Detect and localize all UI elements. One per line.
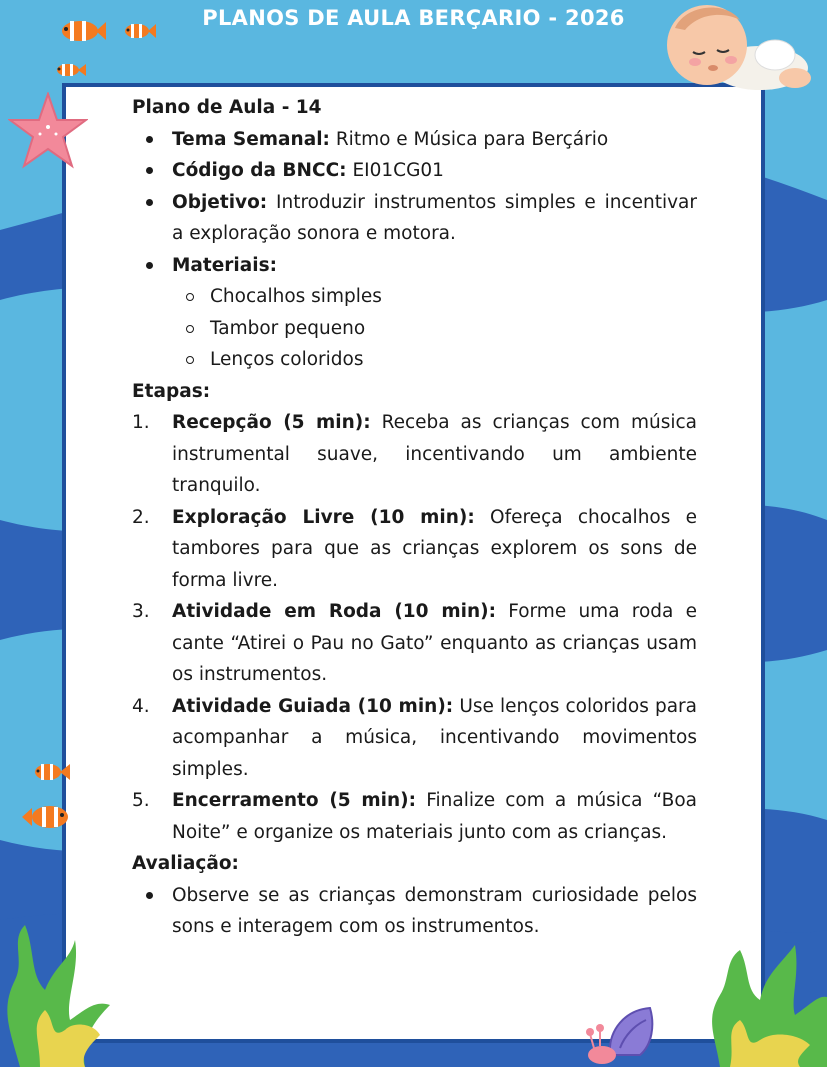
list-item xyxy=(132,187,697,250)
step-number: 3. xyxy=(132,601,150,622)
list-item xyxy=(132,691,697,786)
step-label: Exploração Livre (10 min): xyxy=(172,506,475,528)
clownfish-icon xyxy=(22,800,72,834)
step-text: Finalize com a música “Boa Noite” e organize os materiais junto com as crianças. xyxy=(172,790,697,843)
item-text: Introduzir instrumentos simples e incentivar a exploração sonora e motora. xyxy=(172,191,697,244)
clownfish-icon xyxy=(120,20,156,42)
steps-title: Etapas: xyxy=(132,380,211,402)
list-item xyxy=(132,785,697,848)
step-text: Receba as crianças com música instrumental suave, incentivando um ambiente tranquilo. xyxy=(172,412,697,496)
item-text: EI01CG01 xyxy=(352,160,444,181)
step-text: Ofereça chocalhos e tambores para que as crianças explorem os sons de forma livre. xyxy=(172,506,698,591)
step-number: 2. xyxy=(132,506,150,528)
evaluation-title: Avaliação: xyxy=(132,853,239,874)
step-label: Encerramento (5 min): xyxy=(172,790,417,811)
step-label: Atividade em Roda (10 min): xyxy=(172,601,496,622)
step-text: Forme uma roda e cante “Atirei o Pau no Gato” enquanto as crianças usam os instrumentos. xyxy=(172,601,697,685)
step-number: 1. xyxy=(132,412,150,433)
plan-info-list xyxy=(132,124,697,282)
evaluation-list xyxy=(132,880,697,943)
coral-icon xyxy=(700,935,827,1067)
list-item xyxy=(132,250,697,282)
materials-list xyxy=(132,281,697,376)
list-item: Observe se as crianças demonstram curiosidade pelos sons e interagem com os instrumentos. xyxy=(132,880,697,943)
steps-list xyxy=(132,407,697,848)
item-label: Tema Semanal: xyxy=(172,128,330,150)
list-item xyxy=(132,407,697,502)
list-item: Lenços coloridos xyxy=(132,344,697,376)
item-text: Ritmo e Música para Berçário xyxy=(335,128,609,150)
clownfish-icon xyxy=(52,60,86,80)
lesson-plan-content xyxy=(132,92,697,943)
step-number: 5. xyxy=(132,790,150,811)
page-header-title: PLANOS DE AULA BERÇARIO - 2026 xyxy=(202,6,625,30)
list-item xyxy=(132,124,697,156)
starfish-icon xyxy=(8,92,88,170)
list-item: Chocalhos simples xyxy=(132,281,697,313)
coral-icon xyxy=(0,920,120,1067)
list-item: Tambor pequeno xyxy=(132,313,697,345)
clownfish-icon xyxy=(56,16,106,46)
step-label: Recepção (5 min): xyxy=(172,412,371,433)
clownfish-icon xyxy=(30,760,70,784)
item-label: Código da BNCC: xyxy=(172,160,347,181)
step-label: Atividade Guiada (10 min): xyxy=(172,695,454,717)
list-item xyxy=(132,596,697,691)
step-text: Use lenços coloridos para acompanhar a música, incentivando movimentos simples. xyxy=(172,695,697,780)
list-item xyxy=(132,502,697,597)
step-number: 4. xyxy=(132,695,150,717)
plan-title: Plano de Aula - 14 xyxy=(132,97,322,118)
baby-icon xyxy=(655,0,815,95)
hermit-crab-icon xyxy=(580,1000,660,1067)
item-label: Materiais: xyxy=(172,254,277,276)
list-item xyxy=(132,155,697,187)
item-label: Objetivo: xyxy=(172,191,268,213)
